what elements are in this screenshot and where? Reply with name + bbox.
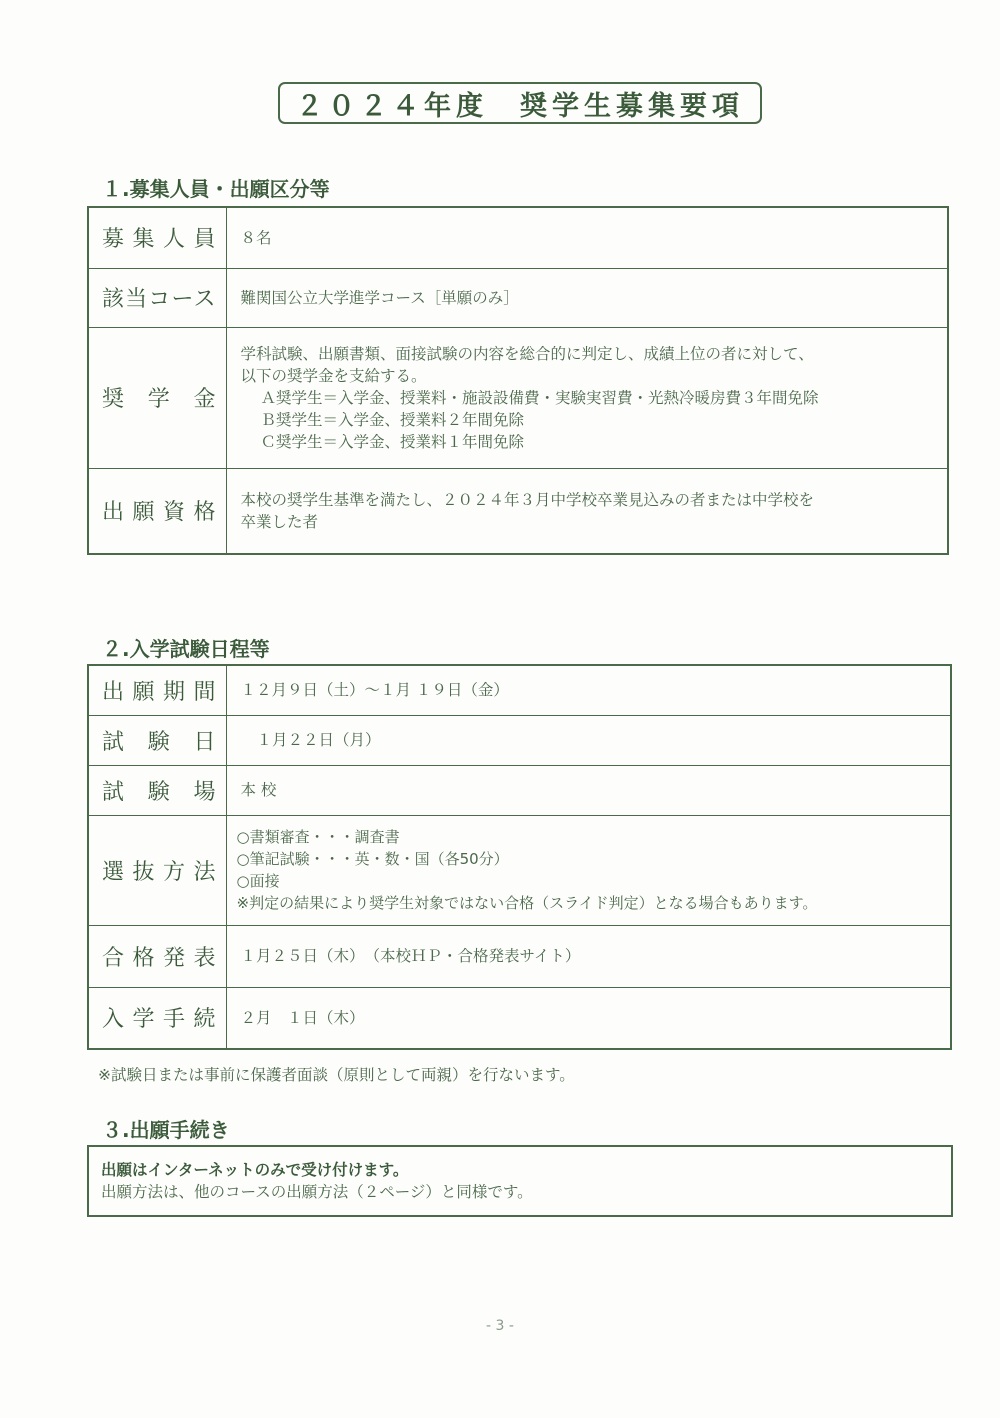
section2-table [87,664,952,1050]
table-row [88,665,951,715]
content-line: １２月９日（土）～１月 １９日（金） [240,681,509,700]
row-content [226,765,951,815]
content-line: 難関国公立大学進学コース［単願のみ］ [240,288,519,307]
content-line: ○面接 [236,872,280,890]
table-row [88,765,951,815]
content-line: ８名 [240,228,272,247]
row-label: 選抜方法 [88,815,226,925]
section2-heading: ２.入学試験日程等 [102,637,270,661]
row-label: 奨学金 [88,327,226,468]
section1-heading: １.募集人員・出願区分等 [102,177,330,201]
content-line: 本 校 [240,781,277,799]
row-content [226,327,948,468]
content-line: ○筆記試験・・・英・数・国（各50分） [236,850,509,868]
row-label: 該当コース [88,268,226,327]
page-title: ２０２４年度 奨学生募集要項 [278,82,762,124]
content-line: ２月 １日（木） [240,1008,365,1027]
section3-heading: ３.出願手続き [102,1118,230,1142]
row-content [226,815,951,925]
table-row [88,207,948,268]
row-label: 試験場 [88,765,226,815]
content-line: 以下の奨学金を支給する。 [240,366,427,385]
row-content [226,715,951,765]
content-line: Ｂ奨学生＝入学金、授業料２年間免除 [260,410,525,429]
content-line: 本校の奨学生基準を満たし、２０２４年３月中学校卒業見込みの者または中学校を [240,490,815,509]
table-row [88,815,951,925]
row-content [226,665,951,715]
row-content [226,468,948,554]
row-content [226,207,948,268]
parent-interview-note: ※試験日または事前に保護者面談（原則として両親）を行ないます。 [98,1066,575,1084]
section1-table [87,206,949,555]
table-row [88,268,948,327]
content-line: Ａ奨学生＝入学金、授業料・施設設備費・実験実習費・光熱冷暖房費３年間免除 [260,388,819,407]
content-line: 学科試験、出願書類、面接試験の内容を総合的に判定し、成績上位の者に対して、 [240,344,814,363]
row-label: 試験日 [88,715,226,765]
row-label: 合格発表 [88,925,226,987]
table-row [88,327,948,468]
table-row [88,925,951,987]
content-line: Ｃ奨学生＝入学金、授業料１年間免除 [260,432,525,451]
row-label: 出願期間 [88,665,226,715]
content-line: １月２５日（木） （本校ＨＰ・合格発表サイト） [240,947,581,965]
application-procedure-box [87,1145,953,1217]
procedure-line-internet: 出願はインターネットのみで受け付けます。 [101,1161,409,1179]
content-line: 卒業した者 [240,512,319,531]
row-content [226,987,951,1049]
table-row [88,987,951,1049]
row-label: 入学手続 [88,987,226,1049]
content-line: ※判定の結果により奨学生対象ではない合格（スライド判定）となる場合もあります。 [236,894,818,912]
procedure-line-method: 出願方法は、他のコースの出願方法（２ページ）と同様です。 [101,1183,533,1201]
row-content [226,268,948,327]
page-number: - 3 - [486,1318,514,1334]
row-content [226,925,951,987]
table-row [88,715,951,765]
row-label: 募集人員 [88,207,226,268]
content-line: １月２２日（月） [256,731,381,749]
content-line: ○書類審査・・・調査書 [236,828,400,846]
table-row [88,468,948,554]
row-label: 出願資格 [88,468,226,554]
